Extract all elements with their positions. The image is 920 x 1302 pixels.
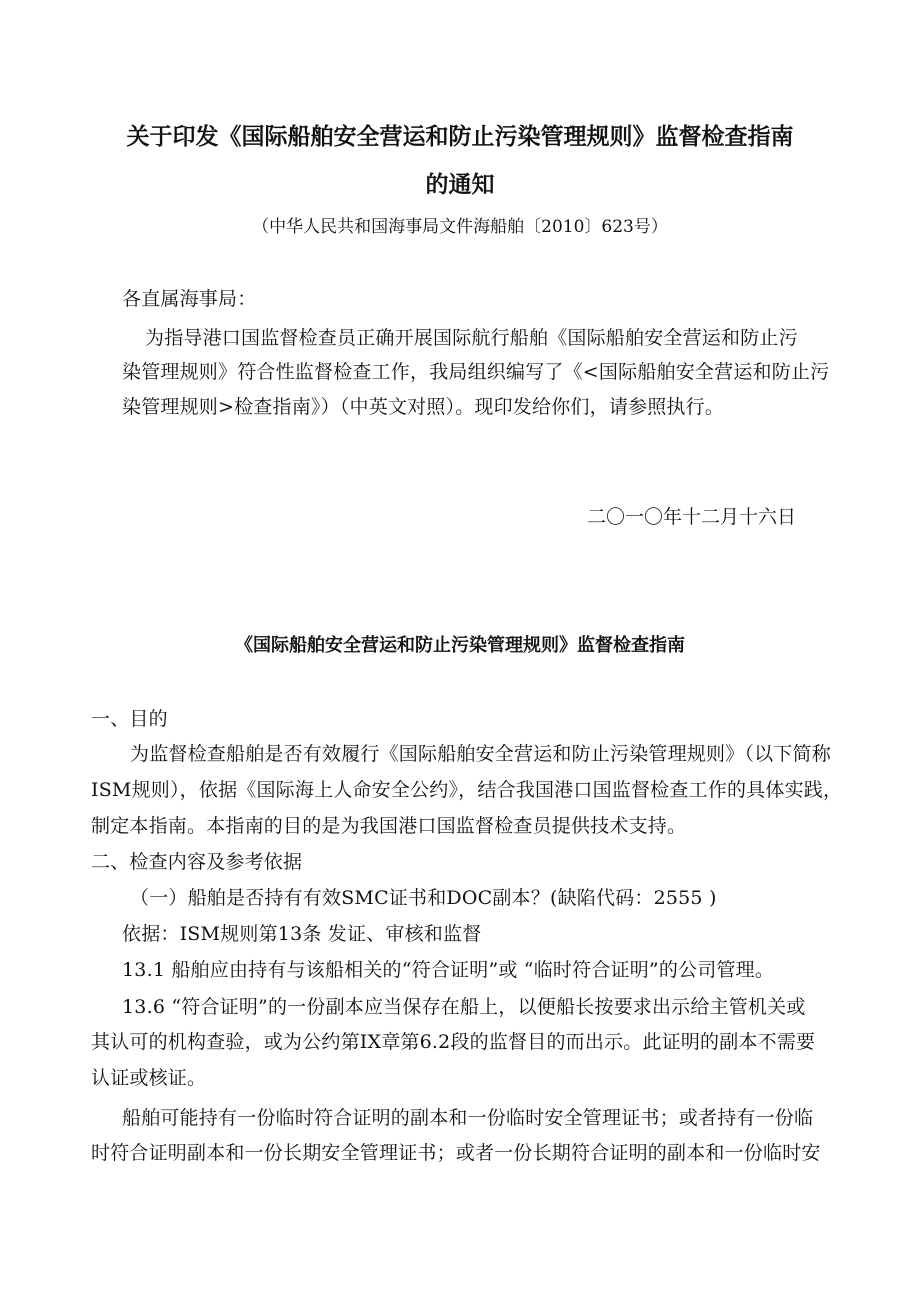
clause-13-6-line-3: 认证或核证。 [91, 1067, 207, 1089]
clause-13-1: 13.1 船舶应由持有与该船相关的“符合证明”或 “临时符合证明”的公司管理。 [122, 959, 775, 981]
guide-title: 《国际船舶安全营运和防止污染管理规则》监督检查指南 [235, 635, 685, 656]
paragraph-line-2: 时符合证明副本和一份长期安全管理证书；或者一份长期符合证明的副本和一份临时安 [91, 1142, 821, 1164]
notice-body-line-1: 为指导港口国监督检查员正确开展国际航行船舶《国际船舶安全营运和防止污 [145, 327, 798, 349]
notice-date: 二〇一〇年十二月十六日 [586, 506, 796, 528]
paragraph-line-1: 船舶可能持有一份临时符合证明的副本和一份临时安全管理证书；或者持有一份临 [122, 1107, 814, 1129]
item-1: （一）船舶是否持有有效SMC证书和DOC副本？(缺陷代码：2555 ) [130, 887, 717, 909]
notice-body-line-2: 染管理规则》符合性监督检查工作，我局组织编写了《<国际船舶安全营运和防止污 [122, 361, 830, 383]
clause-13-6-line-1: 13.6 “符合证明”的一份副本应当保存在船上，以便船长按要求出示给主管机关或 [122, 996, 806, 1018]
notice-body-line-3: 染管理规则>检查指南》）（中英文对照）。现印发给你们，请参照执行。 [122, 396, 725, 418]
notice-title-line-2: 的通知 [425, 172, 495, 198]
section-2-heading: 二、检查内容及参考依据 [91, 851, 303, 873]
section-1-line-2: ISM规则），依据《国际海上人命安全公约》，结合我国港口国监督检查工作的具体实践， [91, 779, 843, 801]
notice-title-line-1: 关于印发《国际船舶安全营运和防止污染管理规则》监督检查指南 [126, 124, 794, 150]
section-1-line-1: 为监督检查船舶是否有效履行《国际船舶安全营运和防止污染管理规则》（以下简称 [130, 743, 831, 765]
section-1-heading: 一、目的 [91, 708, 168, 730]
section-1-line-3: 制定本指南。本指南的目的是为我国港口国监督检查员提供技术支持。 [91, 815, 687, 837]
clause-13-6-line-2: 其认可的机构查验，或为公约第IX章第6.2段的监督目的而出示。此证明的副本不需要 [91, 1031, 816, 1053]
salutation: 各直属海事局： [122, 288, 257, 310]
basis-line: 依据：ISM规则第13条 发证、审核和监督 [122, 923, 482, 945]
document-number: （中华人民共和国海事局文件海船舶〔2010〕623号） [252, 217, 668, 237]
